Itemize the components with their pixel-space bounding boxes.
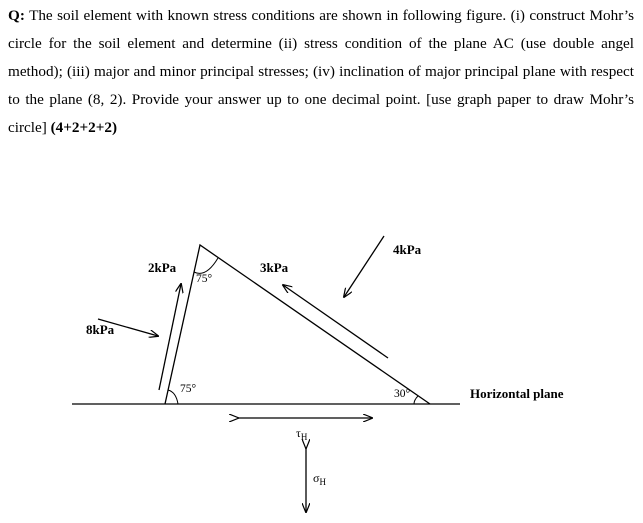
top-angle-label: 75° xyxy=(196,273,213,285)
bottom-left-angle-label: 75° xyxy=(180,383,197,395)
left-shear-stress-label: 2kPa xyxy=(148,260,177,275)
left-shear-stress-arrow xyxy=(159,284,181,390)
bottom-left-angle-arc xyxy=(168,390,178,404)
inclined-normal-stress-arrow xyxy=(344,236,384,297)
tau-h-label: $\tau_H$ xyxy=(296,426,308,442)
bottom-right-angle-arc xyxy=(414,396,418,404)
left-normal-stress-label: 8kPa xyxy=(86,322,115,337)
question-marks: (4+2+2+2) xyxy=(50,119,118,136)
inclined-shear-stress-arrow xyxy=(283,285,388,358)
inclined-shear-stress-label: 3kPa xyxy=(260,260,289,275)
question-label: Q: xyxy=(8,7,25,24)
question-body: The soil element with known stress conditions are shown in following figure. (i) construct Mohr’s circle for the soil element and determine (ii) stress condition of the plane AC (use double angel method); (iii) major and minor principal stresses; (iv) inclination of major principal plane with respect to the plane (8, 2). Provide your answer up to one decimal point. [use graph paper to draw Mohr’s circle] xyxy=(8,7,634,136)
soil-element-triangle xyxy=(165,245,430,404)
inclined-normal-stress-label: 4kPa xyxy=(393,242,422,257)
sigma-h-label: $\sigma_H$ xyxy=(313,471,326,487)
horizontal-plane-label: Horizontal plane xyxy=(470,386,564,401)
bottom-right-angle-label: 30° xyxy=(394,388,411,400)
top-angle-arc xyxy=(194,258,218,273)
